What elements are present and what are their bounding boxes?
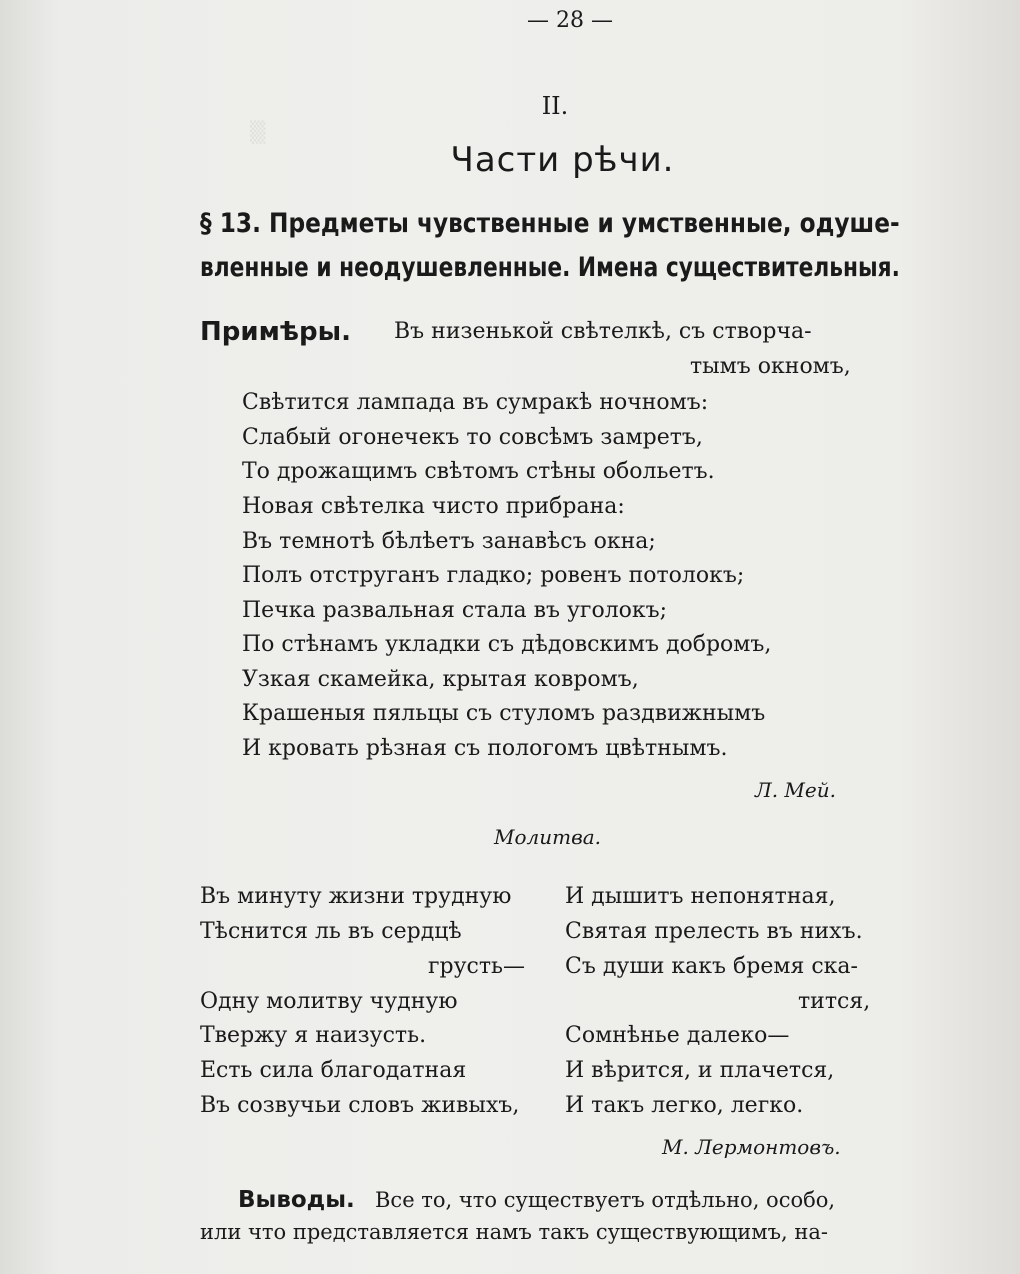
poem-line: Полъ отструганъ гладко; ровенъ потолокъ; [242,563,745,588]
poem2-right-line: И дышитъ непонятная, [565,884,836,909]
poem2-left-line: Твержу я наизусть. [200,1023,427,1048]
poem-line: То дрожащимъ свѣтомъ стѣны обольетъ. [242,459,715,484]
conclusions-label: Выводы. [238,1187,355,1213]
poem-line: И кровать рѣзная съ пологомъ цвѣтнымъ. [242,736,728,761]
poem-line: Печка развальная стала въ уголокъ; [242,598,668,623]
poem2-right-line: тится, [798,989,871,1014]
poem2-right-line: Съ души какъ бремя ска- [565,954,858,979]
poem-line: Новая свѣтелка чисто прибрана: [242,494,625,519]
poem2-left-line: Въ минуту жизни трудную [200,884,512,909]
poem-line: Узкая скамейка, крытая ковромъ, [242,667,639,692]
poem2-right-line: И вѣрится, и плачется, [565,1058,835,1083]
bleed-through-texture: ▒ [250,120,266,144]
section-heading-line-1: § 13. Предметы чувственные и умственные, одуше- [200,208,900,239]
poem-title: Молитва. [494,825,602,849]
poem-first-line: Въ низенькой свѣтелкѣ, съ створча- [394,319,812,344]
chapter-title: Части рѣчи. [450,140,675,180]
poem-line: По стѣнамъ укладки съ дѣдовскимъ добромъ, [242,632,772,657]
poem2-left-line: Тѣснится ль въ сердцѣ [200,919,462,944]
poem2-left-line: Въ созвучьи словъ живыхъ, [200,1093,520,1118]
poem2-author: М. Лермонтовъ. [662,1135,841,1159]
poem2-right-line: Святая прелесть въ нихъ. [565,919,863,944]
poem2-left-line: Есть сила благодатная [200,1058,467,1083]
poem2-left-line: Одну молитву чудную [200,989,458,1014]
poem-first-line-continuation: тымъ окномъ, [690,354,851,379]
poem-line: Слабый огонечекъ то совсѣмъ замретъ, [242,425,703,450]
poem-author: Л. Мей. [755,778,836,802]
conclusions-text-line-1: Все то, что существуетъ отдѣльно, особо, [375,1188,836,1212]
poem2-right-line: Сомнѣнье далеко— [565,1023,790,1048]
examples-label: Примѣры. [200,317,351,347]
poem-line: Крашеныя пяльцы съ стуломъ раздвижнымъ [242,701,766,726]
poem2-right-line: И такъ легко, легко. [565,1093,804,1118]
poem2-left-line: грусть— [428,954,526,979]
page-number: — 28 — [527,8,613,33]
poem-line: Въ темнотѣ бѣлѣетъ занавѣсъ окна; [242,529,656,554]
conclusions-text-line-2: или что представляется намъ такъ существующимъ, на- [200,1220,828,1244]
poem-line: Свѣтится лампада въ сумракѣ ночномъ: [242,390,709,415]
section-heading-line-2: вленные и неодушевленные. Имена существительныя. [200,252,900,283]
section-number: II. [541,92,569,120]
